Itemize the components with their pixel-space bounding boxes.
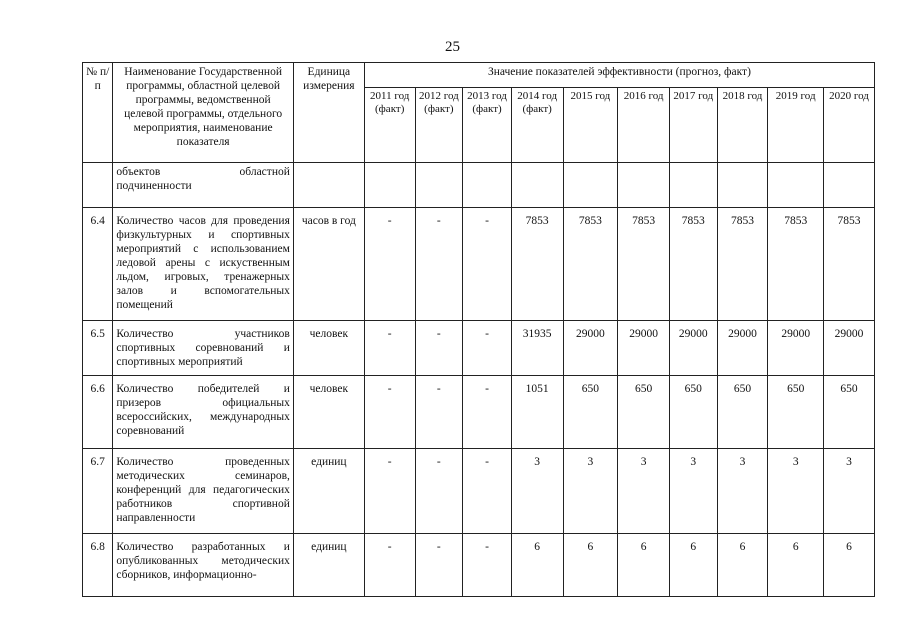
value-cell: 6 [511,534,563,597]
value-cell [511,163,563,208]
value-cell: 650 [618,376,670,449]
value-cell: 650 [669,376,717,449]
table-row [83,449,875,534]
indicator-name: объектов областной подчиненности [113,163,293,208]
value-cell [563,163,618,208]
value-cell: - [415,534,463,597]
value-cell: 650 [563,376,618,449]
value-cell: 6 [669,534,717,597]
value-cell [717,163,768,208]
value-cell: 3 [768,449,824,534]
value-cell: 650 [717,376,768,449]
value-cell: - [364,534,415,597]
value-cell: - [364,449,415,534]
value-cell [669,163,717,208]
value-cell: - [463,321,512,376]
value-cell: - [364,376,415,449]
unit-cell: единиц [293,449,364,534]
value-cell: 29000 [768,321,824,376]
value-cell: 6 [768,534,824,597]
indicators-table [82,62,875,597]
indicator-name: Количество участников спортивных соревнований и спортивных мероприятий [113,321,293,376]
value-cell: - [415,449,463,534]
unit-cell [293,163,364,208]
value-cell: - [463,376,512,449]
value-cell: 29000 [824,321,875,376]
row-number: 6.7 [83,449,113,534]
value-cell: 7853 [669,208,717,321]
value-cell: 3 [563,449,618,534]
table-row [83,163,875,208]
value-cell: 6 [824,534,875,597]
value-cell: 6 [717,534,768,597]
indicator-name: Количество победителей и призеров официальных всероссийских, международных соревнований [113,376,293,449]
indicator-name: Количество проведенных методических семинаров, конференций для педагогических работников спортивной направленности [113,449,293,534]
value-cell: 29000 [669,321,717,376]
header-year: 2016 год [618,88,670,163]
value-cell [768,163,824,208]
value-cell: 650 [824,376,875,449]
value-cell: 3 [669,449,717,534]
value-cell: 3 [824,449,875,534]
table-row [83,321,875,376]
value-cell: 31935 [511,321,563,376]
header-values-group: Значение показателей эффективности (прогноз, факт) [364,63,874,88]
value-cell: 7853 [768,208,824,321]
value-cell: 29000 [618,321,670,376]
row-number: 6.8 [83,534,113,597]
header-year: 2011 год (факт) [364,88,415,163]
value-cell: 29000 [563,321,618,376]
header-year: 2020 год [824,88,875,163]
value-cell: 1051 [511,376,563,449]
value-cell [824,163,875,208]
indicator-name: Количество разработанных и опубликованных методических сборников, информационно- [113,534,293,597]
value-cell: 3 [511,449,563,534]
value-cell: 7853 [563,208,618,321]
header-name: Наименование Государственной программы, областной целевой программы, ведомственной целевой программы, отдельного мероприятия, наименование показателя [113,63,293,163]
unit-cell: человек [293,321,364,376]
value-cell: 7853 [824,208,875,321]
header-year: 2019 год [768,88,824,163]
value-cell: 6 [618,534,670,597]
header-year: 2017 год [669,88,717,163]
table-row [83,208,875,321]
value-cell: 7853 [618,208,670,321]
value-cell: - [415,321,463,376]
row-number: 6.5 [83,321,113,376]
value-cell: 29000 [717,321,768,376]
value-cell: - [415,376,463,449]
value-cell [618,163,670,208]
value-cell: - [463,208,512,321]
header-year: 2014 год (факт) [511,88,563,163]
value-cell: 6 [563,534,618,597]
header-no: № п/п [83,63,113,163]
row-number: 6.6 [83,376,113,449]
value-cell [415,163,463,208]
header-year: 2013 год (факт) [463,88,512,163]
header-year: 2012 год (факт) [415,88,463,163]
value-cell: - [463,449,512,534]
header-year: 2018 год [717,88,768,163]
value-cell: 7853 [717,208,768,321]
unit-cell: часов в год [293,208,364,321]
value-cell: - [415,208,463,321]
header-row-top [83,63,875,88]
value-cell [463,163,512,208]
value-cell: 7853 [511,208,563,321]
indicator-name: Количество часов для проведения физкультурных и спортивных мероприятий с использованием ледовой арены с искуственным льдом, игровых, тренажерных залов и вспомогательных помещений [113,208,293,321]
value-cell: 3 [618,449,670,534]
header-unit: Единица измерения [293,63,364,163]
value-cell: - [364,321,415,376]
unit-cell: человек [293,376,364,449]
table-row [83,534,875,597]
row-number [83,163,113,208]
value-cell: 3 [717,449,768,534]
header-year: 2015 год [563,88,618,163]
row-number: 6.4 [83,208,113,321]
table-row [83,376,875,449]
value-cell: - [463,534,512,597]
value-cell: 650 [768,376,824,449]
value-cell: - [364,208,415,321]
unit-cell: единиц [293,534,364,597]
page-number: 25 [445,39,460,55]
value-cell [364,163,415,208]
